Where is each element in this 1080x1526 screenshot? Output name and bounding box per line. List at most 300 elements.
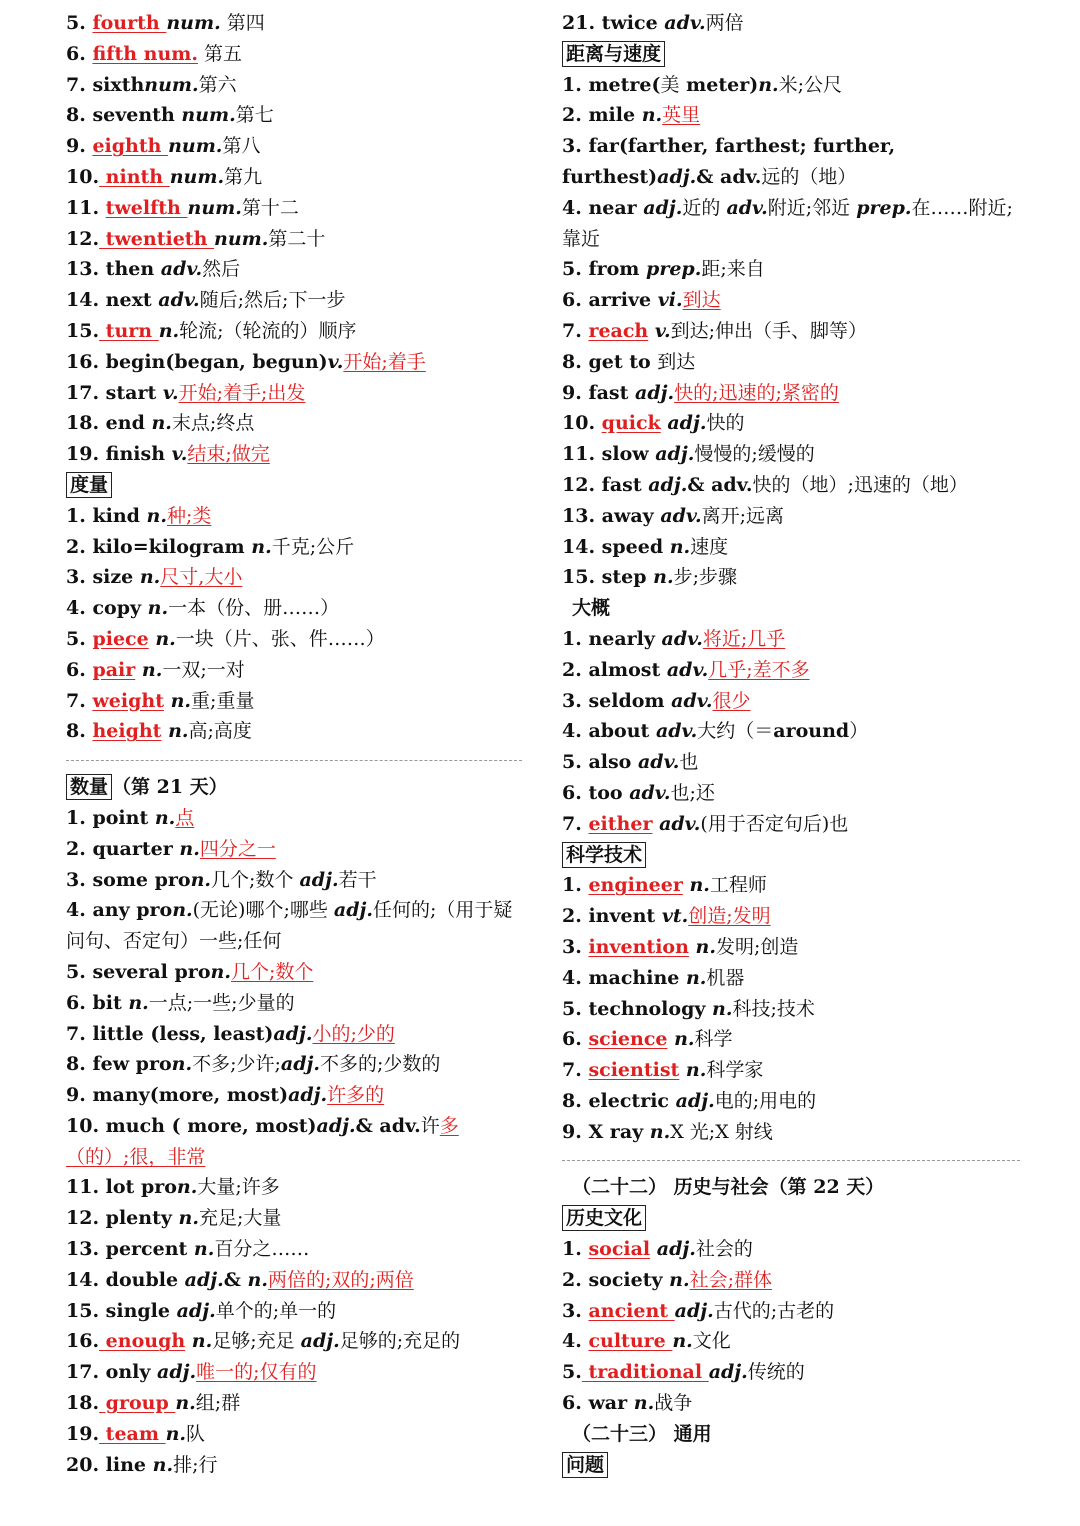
vocab-entry: [562, 408, 1020, 439]
entry-meaning: 发明;创造: [715, 935, 799, 958]
part-of-speech: n.: [679, 1059, 707, 1082]
section-heading: [66, 470, 522, 501]
vocab-entry: [66, 834, 522, 865]
highlighted-answer: 快的;迅速的;紧密的: [674, 381, 839, 404]
vocab-entry: [66, 1111, 522, 1173]
section-title-text: 大概: [572, 597, 611, 620]
entry-text: 11.: [66, 196, 106, 219]
part-of-speech: n.: [176, 1176, 198, 1199]
vocab-entry: [66, 1296, 522, 1327]
entry-meaning: 第七: [235, 104, 274, 127]
vocab-entry: [66, 988, 522, 1019]
entry-text: 3. seldom: [562, 689, 672, 712]
vocab-entry: [562, 562, 1020, 593]
entry-text: 16. begin(began, begun): [66, 350, 328, 373]
vocab-entry: [562, 378, 1020, 409]
part-of-speech: n.: [669, 1268, 690, 1291]
vocab-entry: [66, 593, 522, 624]
part-of-speech: adj.: [635, 381, 675, 404]
entry-text: 9. fast: [562, 381, 636, 404]
entry-meaning: 足够;充足: [212, 1330, 301, 1353]
entry-text: 6.: [562, 1028, 589, 1051]
part-of-speech: adj.: [675, 1089, 715, 1112]
vocab-entry: [66, 347, 522, 378]
entry-text: 4. machine: [562, 966, 686, 989]
left-column: [66, 8, 522, 1480]
entry-meaning: 附近;邻近: [767, 196, 857, 219]
section-heading: [562, 1450, 1020, 1481]
vocab-entry: [562, 686, 1020, 717]
entry-meaning: 传统的: [747, 1361, 805, 1384]
part-of-speech: adv.: [666, 658, 709, 681]
entry-text: 1. point: [66, 806, 155, 829]
vocab-entry: [562, 100, 1020, 131]
entry-meaning: 一本（份、册……）: [168, 597, 340, 620]
part-of-speech: n.: [158, 319, 180, 342]
vocab-entry: [562, 470, 1020, 501]
entry-text: & adv.: [355, 1114, 421, 1137]
highlighted-answer: fourth: [92, 12, 167, 34]
entry-text: 5. technology: [562, 997, 713, 1020]
part-of-speech: n.: [667, 1028, 695, 1051]
entry-text: 9.: [66, 135, 93, 158]
highlighted-answer: weight: [92, 689, 164, 712]
entry-text: 15.: [66, 319, 100, 342]
vocab-entry: [66, 803, 522, 834]
part-of-speech: adv.: [158, 289, 200, 312]
entry-text: 6. too: [562, 781, 630, 804]
part-of-speech: adj.: [333, 899, 374, 922]
part-of-speech: v.: [648, 319, 671, 342]
part-of-speech: n.: [653, 566, 674, 589]
entry-meaning: 单个的;单一的: [215, 1299, 337, 1322]
entry-meaning: 若干: [338, 868, 377, 891]
entry-text: 13. away: [562, 504, 661, 527]
vocab-entry: [562, 316, 1020, 347]
entry-meaning: 排;行: [173, 1453, 218, 1476]
part-of-speech: n.: [758, 73, 779, 96]
entry-text: 1.: [562, 874, 589, 897]
entry-meaning: 科学家: [706, 1059, 764, 1082]
entry-meaning: 许: [420, 1114, 440, 1137]
vocab-entry: [66, 686, 522, 717]
part-of-speech: adj.: [184, 1268, 224, 1291]
entry-meaning: (无论)哪个;哪些: [192, 899, 334, 922]
section-title: [562, 1419, 1020, 1450]
entry-meaning: 第五: [198, 42, 243, 65]
entry-meaning: 距;来自: [701, 258, 765, 281]
entry-text: &: [223, 1268, 248, 1291]
vocab-entry: [562, 1265, 1020, 1296]
vocab-entry: [66, 895, 522, 957]
part-of-speech: num.: [144, 73, 199, 96]
section-heading-box: 距离与速度: [562, 41, 665, 67]
highlighted-answer: 英里: [662, 104, 701, 127]
highlighted-answer: 开始;着手: [343, 350, 426, 373]
entry-meaning: 米;公尺: [778, 73, 843, 96]
part-of-speech: adj.: [650, 1238, 696, 1261]
entry-text: 14. speed: [562, 535, 670, 558]
part-of-speech: num.: [168, 135, 223, 158]
highlighted-answer: scientist: [588, 1059, 680, 1082]
entry-text: 5.: [562, 1361, 582, 1384]
entry-text: 4. about: [562, 720, 656, 743]
part-of-speech: prep.: [646, 258, 702, 281]
highlighted-answer: 两倍的;双的;两倍: [267, 1268, 414, 1291]
part-of-speech: n.: [193, 1238, 215, 1261]
entry-text: 1. kind: [66, 504, 147, 527]
entry-text: 6.: [66, 42, 93, 65]
part-of-speech: n.: [672, 1330, 693, 1353]
entry-text: 8. seventh: [66, 104, 182, 127]
entry-meaning: 文化: [692, 1330, 731, 1353]
entry-text: 8. electric: [562, 1089, 676, 1112]
part-of-speech: adj.: [273, 1022, 313, 1045]
vocab-entry: [562, 131, 1020, 193]
part-of-speech: adj.: [655, 443, 695, 466]
entry-text: 5.: [66, 12, 93, 34]
part-of-speech: adv.: [661, 627, 703, 650]
entry-meaning: 第四: [220, 12, 265, 34]
entry-meaning: 到达: [657, 350, 696, 373]
vocab-entry: [66, 1172, 522, 1203]
vocab-entry: [562, 716, 1020, 747]
highlighted-answer: invention: [588, 935, 689, 958]
entry-meaning: 科技;技术: [732, 997, 815, 1020]
part-of-speech: adv.: [655, 720, 698, 743]
vocab-entry: [66, 1019, 522, 1050]
part-of-speech: n.: [175, 1392, 196, 1415]
highlighted-answer: team: [99, 1422, 166, 1445]
entry-meaning: 战争: [654, 1392, 693, 1415]
part-of-speech: adj.: [660, 412, 707, 435]
entry-text: 1. metre(: [562, 73, 661, 96]
entry-text: & adv.: [687, 473, 753, 496]
part-of-speech: n.: [682, 874, 710, 897]
vocab-entry: [66, 624, 522, 655]
entry-text: 13. then: [66, 258, 161, 281]
entry-meaning: 第十二: [241, 196, 299, 219]
highlighted-answer: eighth: [92, 135, 169, 158]
vocab-entry: [66, 39, 522, 70]
entry-meaning: 一块（片、张、件……）: [175, 627, 385, 650]
entry-text: 2. society: [562, 1268, 670, 1291]
entry-text: & adv.: [696, 165, 762, 188]
entry-meaning: 一点;一些;少量的: [148, 991, 295, 1014]
highlighted-answer: 种;类: [166, 504, 212, 527]
entry-text: 17. start: [66, 381, 163, 404]
entry-meaning: 随后;然后;下一步: [199, 289, 346, 312]
vocab-entry: [66, 1049, 522, 1080]
vocab-entry: [562, 501, 1020, 532]
part-of-speech: adv.: [637, 751, 680, 774]
entry-meaning: 足够的;充足的: [339, 1330, 461, 1353]
vocab-entry: [66, 532, 522, 563]
vocab-entry: [562, 1388, 1020, 1419]
entry-text: 7.: [562, 1059, 589, 1082]
entry-text: 8.: [66, 720, 93, 743]
entry-text: 1.: [562, 1238, 589, 1261]
entry-meaning: 工程师: [709, 874, 767, 897]
entry-text: 3.: [562, 935, 589, 958]
entry-text: 15. step: [562, 566, 654, 589]
highlighted-answer: 小的;少的: [312, 1022, 395, 1045]
highlighted-answer: twentieth: [99, 227, 214, 250]
entry-text: 13. percent: [66, 1238, 194, 1261]
entry-meaning: 机器: [706, 966, 745, 989]
entry-meaning: 一双;一对: [162, 658, 245, 681]
entry-text: 14. double: [66, 1268, 185, 1291]
part-of-speech: n.: [148, 627, 176, 650]
entry-text: 5. several pro: [66, 960, 211, 983]
entry-meaning: 充足;大量: [198, 1207, 282, 1230]
section-heading-box: 度量: [66, 472, 112, 498]
vocab-entry: [66, 316, 522, 347]
entry-meaning: 第二十: [268, 227, 326, 250]
section-heading-box: 历史文化: [562, 1205, 646, 1231]
highlighted-answer: engineer: [588, 874, 683, 897]
vocab-entry: [66, 439, 522, 470]
entry-meaning: 任何的;（用于疑问句、否定句）一些;任何: [66, 899, 513, 953]
highlighted-answer: 许多的: [327, 1084, 385, 1107]
entry-text: 11. slow: [562, 443, 656, 466]
entry-text: 8. few pro: [66, 1053, 172, 1076]
entry-meaning: 速度: [690, 535, 729, 558]
part-of-speech: adv.: [726, 196, 768, 219]
part-of-speech: n.: [139, 566, 161, 589]
vocab-entry: [562, 1234, 1020, 1265]
vocab-entry: [66, 254, 522, 285]
vocab-entry: [562, 809, 1020, 840]
highlighted-answer: quick: [601, 412, 661, 435]
entry-text: 3. size: [66, 566, 140, 589]
part-of-speech: adv.: [664, 12, 706, 34]
entry-meaning: 到达;伸出（手、脚等）: [670, 319, 868, 342]
vocab-entry: [562, 932, 1020, 963]
entry-text: 11. lot pro: [66, 1176, 177, 1199]
highlighted-answer: group: [99, 1392, 176, 1415]
entry-meaning: 几个;数个: [211, 868, 300, 891]
entry-text: 3. far(farther, farthest; further, furthest): [562, 135, 896, 188]
entry-meaning: 不多的;少数的: [320, 1053, 441, 1076]
part-of-speech: adv.: [652, 812, 701, 835]
part-of-speech: v.: [171, 443, 188, 466]
entry-meaning: 第六: [198, 73, 237, 96]
part-of-speech: num.: [214, 227, 269, 250]
part-of-speech: adj.: [708, 1361, 748, 1384]
entry-meaning: 电的;用电的: [714, 1089, 817, 1112]
entry-meaning: ）: [849, 720, 869, 743]
vocab-entry: [562, 1086, 1020, 1117]
entry-text: 18. end: [66, 412, 152, 435]
entry-text: 5. from: [562, 258, 647, 281]
part-of-speech: adj.: [300, 1330, 340, 1353]
vocab-entry: [562, 1357, 1020, 1388]
part-of-speech: prep.: [856, 196, 912, 219]
vocab-entry: [562, 1055, 1020, 1086]
part-of-speech: v.: [327, 350, 344, 373]
entry-text: meter): [679, 73, 759, 96]
section-title-text: （二十三） 通用: [572, 1422, 712, 1445]
entry-text: 2. mile: [562, 104, 642, 127]
entry-text: 10.: [562, 412, 602, 435]
vocab-entry: [562, 747, 1020, 778]
highlighted-answer: 多（的）;很，非常: [66, 1114, 459, 1168]
highlighted-answer: 到达: [682, 289, 721, 312]
vocab-entry: [66, 408, 522, 439]
section-divider: [66, 760, 522, 761]
vocab-entry: [66, 1080, 522, 1111]
section-title: [562, 593, 1020, 624]
entry-meaning: 千克;公斤: [271, 535, 355, 558]
entry-text: 4. any pro: [66, 899, 173, 922]
vocab-entry: [562, 193, 1020, 255]
part-of-speech: n.: [147, 597, 169, 620]
right-column: [562, 8, 1020, 1480]
highlighted-answer: 将近;几乎: [702, 627, 786, 650]
vocab-entry: [66, 655, 522, 686]
section-heading-box: 问题: [562, 1452, 608, 1478]
highlighted-answer: culture: [588, 1330, 673, 1353]
highlighted-answer: either: [588, 812, 653, 835]
highlighted-answer: fifth num.: [92, 42, 198, 65]
part-of-speech: adj.: [657, 165, 697, 188]
entry-text: 2. quarter: [66, 837, 180, 860]
highlighted-answer: ninth: [99, 165, 170, 188]
vocab-entry: [562, 347, 1020, 378]
highlighted-answer: 很少: [712, 689, 751, 712]
highlighted-answer: height: [92, 720, 162, 743]
highlighted-answer: 开始;着手;出发: [178, 381, 306, 404]
vocab-entry: [562, 778, 1020, 809]
part-of-speech: n.: [165, 1422, 187, 1445]
vocab-entry: [66, 501, 522, 532]
highlighted-answer: social: [588, 1238, 651, 1261]
vocab-entry: [66, 1203, 522, 1234]
entry-text: 10. much ( more, most): [66, 1114, 317, 1137]
entry-meaning: 大约（＝: [697, 720, 774, 743]
part-of-speech: adj.: [280, 1053, 320, 1076]
vocab-entry: [66, 1234, 522, 1265]
vocab-entry: [562, 8, 1020, 39]
part-of-speech: n.: [164, 689, 192, 712]
part-of-speech: n.: [712, 997, 733, 1020]
part-of-speech: n.: [210, 960, 231, 983]
entry-meaning: 第九: [224, 165, 263, 188]
part-of-speech: adv.: [160, 258, 203, 281]
highlighted-answer: 几乎;差不多: [708, 658, 810, 681]
section-heading: [66, 772, 522, 803]
entry-text: 19. finish: [66, 443, 172, 466]
part-of-speech: n.: [151, 412, 172, 435]
section-heading-box: 科学技术: [562, 842, 646, 868]
vocab-entry: [562, 901, 1020, 932]
entry-meaning: 离开;远离: [701, 504, 785, 527]
highlighted-answer: reach: [588, 319, 649, 342]
vocab-entry: [66, 865, 522, 896]
vocab-entry: [66, 100, 522, 131]
part-of-speech: n.: [128, 991, 149, 1014]
entry-text: 9. X ray: [562, 1120, 650, 1143]
vocab-entry: [562, 624, 1020, 655]
entry-meaning: 美: [660, 73, 680, 96]
highlighted-answer: enough: [99, 1330, 186, 1353]
entry-text: 19.: [66, 1422, 100, 1445]
entry-meaning: 科学: [694, 1028, 733, 1051]
part-of-speech: n.: [251, 535, 272, 558]
vocab-entry: [562, 70, 1020, 101]
vocab-entry: [66, 8, 522, 39]
part-of-speech: n.: [179, 837, 200, 860]
part-of-speech: v.: [162, 381, 179, 404]
part-of-speech: adj.: [176, 1299, 216, 1322]
part-of-speech: n.: [152, 1453, 174, 1476]
highlighted-answer: 尺寸,大小: [160, 566, 243, 589]
entry-meaning: 百分之……: [214, 1238, 310, 1261]
entry-meaning: 远的（地）: [761, 165, 857, 188]
highlighted-answer: 结束;做完: [187, 443, 270, 466]
entry-text: 10.: [66, 165, 100, 188]
entry-meaning: 也: [679, 751, 699, 774]
vocab-entry: [562, 870, 1020, 901]
part-of-speech: n.: [146, 504, 167, 527]
part-of-speech: n.: [190, 868, 212, 891]
entry-text: 7.: [66, 689, 93, 712]
vocab-entry: [562, 1117, 1020, 1148]
section-title-text: （二十二） 历史与社会（第 22 天）: [572, 1176, 885, 1199]
entry-meaning: 高;高度: [188, 720, 252, 743]
entry-text: 7. little (less, least): [66, 1022, 274, 1045]
highlighted-answer: 唯一的;仅有的: [196, 1361, 317, 1384]
vocab-entry: [66, 162, 522, 193]
part-of-speech: n.: [185, 1330, 213, 1353]
vocab-entry: [562, 439, 1020, 470]
entry-meaning: 轮流;（轮流的）顺序: [179, 319, 357, 342]
entry-meaning: 社会的: [695, 1238, 753, 1261]
vocab-entry: [66, 285, 522, 316]
entry-meaning: (用于否定句后)也: [700, 812, 849, 835]
entry-text: 6.: [66, 658, 93, 681]
entry-meaning: X 光;X 射线: [670, 1120, 773, 1143]
entry-meaning: 也;还: [670, 781, 715, 804]
entry-meaning: 队: [186, 1422, 206, 1445]
part-of-speech: n.: [641, 104, 663, 127]
part-of-speech: adj.: [288, 1084, 328, 1107]
highlighted-answer: pair: [92, 658, 136, 681]
entry-text: 17. only: [66, 1361, 158, 1384]
entry-meaning: 两倍: [705, 12, 744, 34]
part-of-speech: n.: [172, 899, 193, 922]
entry-text: 16.: [66, 1330, 100, 1353]
part-of-speech: vt.: [661, 905, 689, 928]
section-heading-note: （第 21 天）: [112, 776, 228, 799]
part-of-speech: n.: [688, 935, 716, 958]
part-of-speech: num.: [166, 12, 221, 34]
part-of-speech: n.: [178, 1207, 199, 1230]
part-of-speech: num.: [181, 104, 236, 127]
highlighted-answer: science: [588, 1028, 668, 1051]
vocab-entry: [66, 1419, 522, 1450]
entry-text: 3.: [562, 1299, 589, 1322]
vocab-entry: [562, 285, 1020, 316]
part-of-speech: adj.: [299, 868, 339, 891]
entry-text: 6. bit: [66, 991, 129, 1014]
part-of-speech: adv.: [671, 689, 713, 712]
entry-text: 14. next: [66, 289, 159, 312]
entry-text: 7. sixth: [66, 73, 145, 96]
entry-meaning: 第八: [222, 135, 261, 158]
part-of-speech: adv.: [629, 781, 671, 804]
